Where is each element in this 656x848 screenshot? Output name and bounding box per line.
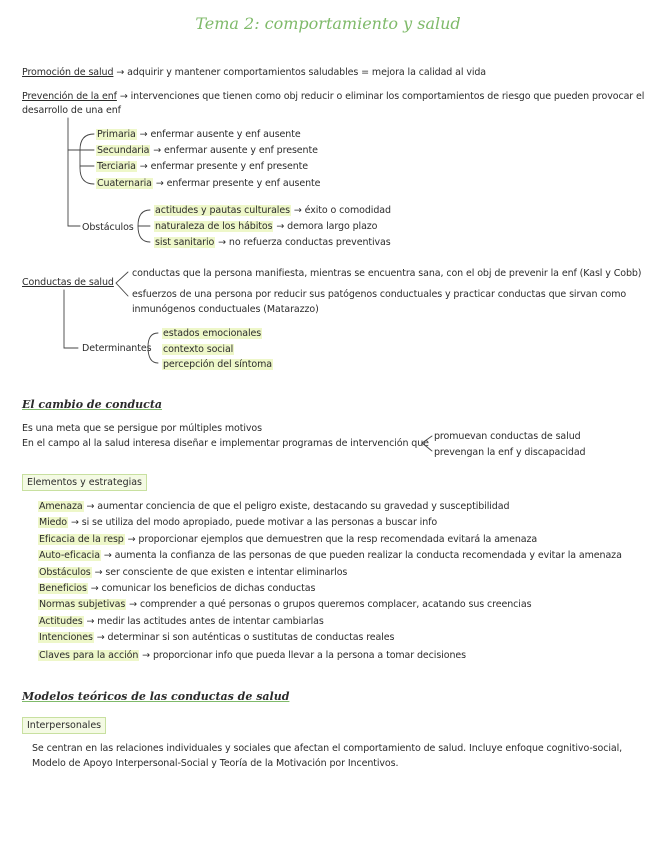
type-desc: → enfermar ausente y enf ausente: [136, 129, 301, 140]
determinante-item: [162, 343, 234, 356]
elemento-name: Obstáculos: [39, 567, 91, 578]
elemento-name: Claves para la acción: [39, 650, 139, 661]
obstaculo-item: [154, 204, 391, 217]
type-desc: → enfermar presente y enf presente: [136, 161, 308, 172]
elemento-name: Intenciones: [39, 632, 93, 643]
promocion-line: [22, 66, 486, 79]
prevencion-type: [96, 177, 320, 190]
type-name: Terciaria: [97, 161, 136, 172]
elemento-desc: → proporcionar info que pueda llevar a la persona a tomar decisiones: [139, 650, 466, 661]
elemento-item: [38, 598, 531, 611]
promocion-term: Promoción de salud: [22, 67, 114, 78]
type-name: Primaria: [97, 129, 136, 140]
obstaculo-desc: → no refuerza conductas preventivas: [215, 237, 391, 248]
elemento-desc: → si se utiliza del modo apropiado, puede motivar a las personas a buscar info: [68, 517, 438, 528]
obstaculos-label: Obstáculos: [82, 222, 134, 233]
elemento-item: [38, 516, 437, 529]
obstaculo-name: naturaleza de los hábitos: [155, 221, 273, 232]
tipos-brace: [80, 134, 94, 184]
prevencion-term: Prevención de la enf: [22, 91, 117, 102]
determinantes-label: Determinantes: [82, 343, 152, 354]
interpersonales-label: Interpersonales: [22, 717, 106, 734]
elemento-item: [38, 582, 315, 595]
cambio-line1: Es una meta que se persigue por múltiples motivos: [22, 423, 262, 434]
elemento-desc: → aumentar conciencia de que el peligro existe, destacando su gravedad y susceptibilidad: [83, 501, 510, 512]
obstaculos-brace: [138, 210, 150, 242]
elemento-desc: → determinar si son auténticas o sustitutas de conductas reales: [93, 632, 395, 643]
page-title: Tema 2: comportamiento y salud: [195, 14, 461, 33]
elemento-name: Auto-eficacia: [39, 550, 100, 561]
elemento-item: [38, 631, 394, 644]
elemento-desc: → ser consciente de que existen e intentar eliminarlos: [91, 567, 348, 578]
elemento-name: Normas subjetivas: [39, 599, 126, 610]
elemento-item: [38, 566, 347, 579]
type-desc: → enfermar presente y enf ausente: [152, 178, 321, 189]
modelos-heading: Modelos teóricos de las conductas de salud: [22, 690, 290, 703]
elemento-desc: → comprender a qué personas o grupos queremos complacer, acatando sus creencias: [126, 599, 532, 610]
obstaculo-desc: → éxito o comodidad: [290, 205, 391, 216]
cambio-branch: prevengan la enf y discapacidad: [434, 447, 586, 458]
prevencion-line1: [22, 90, 644, 103]
type-name: Cuaternaria: [97, 178, 152, 189]
determinante-name: percepción del síntoma: [163, 359, 272, 370]
prevencion-type: [96, 144, 318, 157]
determinante-item: [162, 358, 273, 371]
elemento-desc: → comunicar los beneficios de dichas conductas: [87, 583, 316, 594]
determinante-name: estados emocionales: [163, 328, 262, 339]
cambio-heading: El cambio de conducta: [22, 398, 163, 411]
elemento-item: [38, 615, 324, 628]
elemento-name: Actitudes: [39, 616, 83, 627]
modelos-line2: Modelo de Apoyo Interpersonal-Social y Teoría de la Motivación por Incentivos.: [32, 758, 399, 769]
obstaculo-item: [154, 236, 391, 249]
determinante-name: contexto social: [163, 344, 234, 355]
prevencion-line2: desarrollo de una enf: [22, 105, 121, 116]
elemento-desc: → proporcionar ejemplos que demuestren que la resp recomendada evitará la amenaza: [124, 534, 538, 545]
conductas-def1: conductas que la persona manifiesta, mientras se encuentra sana, con el obj de prevenir la enf (Kasl y Cobb): [132, 268, 642, 279]
elemento-name: Miedo: [39, 517, 68, 528]
conductas-term: Conductas de salud: [22, 277, 114, 288]
cambio-branch: promuevan conductas de salud: [434, 431, 581, 442]
elemento-desc: → aumenta la confianza de las personas de que pueden realizar la conducta recomendada y evitar la amenaza: [100, 550, 622, 561]
elementos-label: Elementos y estrategias: [22, 474, 147, 491]
modelos-line1: Se centran en las relaciones individuales y sociales que afectan el comportamiento de salud. Incluye enfoque cognitivo-social,: [32, 743, 623, 754]
conductas-brace: [116, 272, 128, 296]
determinante-item: [162, 327, 262, 340]
cambio-line2: En el campo al la salud interesa diseñar e implementar programas de intervención que: [22, 438, 429, 449]
conductas-trunk-line: [64, 290, 78, 348]
elemento-name: Amenaza: [39, 501, 83, 512]
conductas-def2a: esfuerzos de una persona por reducir sus patógenos conductuales y practicar conductas que sirvan como: [132, 289, 627, 300]
elemento-desc: → medir las actitudes antes de intentar cambiarlas: [83, 616, 324, 627]
elemento-item: [38, 533, 537, 546]
prevencion-type: [96, 160, 308, 173]
obstaculo-desc: → demora largo plazo: [273, 221, 378, 232]
conductas-def2b: inmunógenos conductuales (Matarazzo): [132, 304, 319, 315]
elemento-name: Beneficios: [39, 583, 87, 594]
prevencion-type: [96, 128, 301, 141]
elemento-item: [38, 649, 466, 662]
promocion-text: → adquirir y mantener comportamientos saludables = mejora la calidad al vida: [113, 67, 487, 78]
prevencion-text: → intervenciones que tienen como obj reducir o eliminar los comportamientos de riesgo que pueden provocar el: [116, 91, 645, 102]
obstaculo-name: actitudes y pautas culturales: [155, 205, 290, 216]
obstaculo-name: sist sanitario: [155, 237, 215, 248]
elemento-item: [38, 500, 509, 513]
type-desc: → enfermar ausente y enf presente: [150, 145, 318, 156]
obstaculo-item: [154, 220, 377, 233]
elemento-item: [38, 549, 622, 562]
type-name: Secundaria: [97, 145, 150, 156]
elemento-name: Eficacia de la resp: [39, 534, 124, 545]
